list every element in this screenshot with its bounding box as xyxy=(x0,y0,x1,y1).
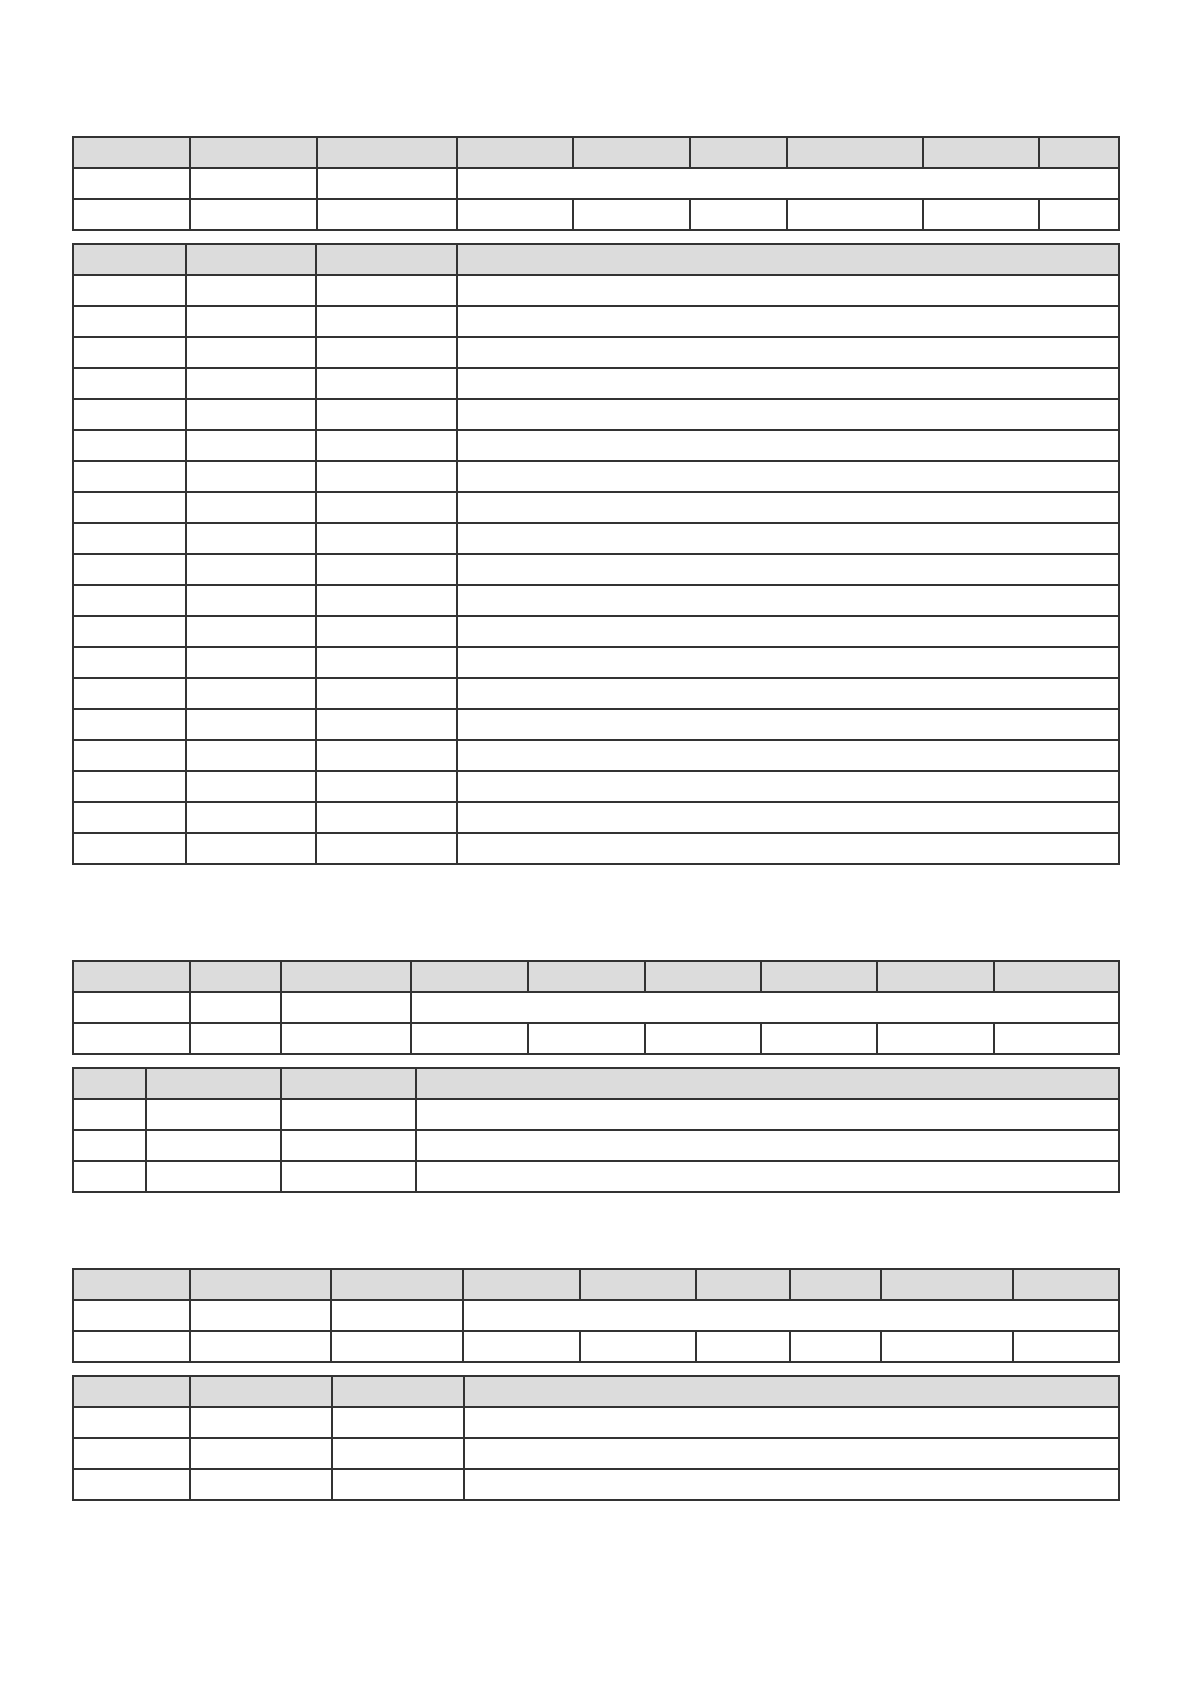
table-cell xyxy=(316,709,457,740)
table-cell xyxy=(73,523,186,554)
table-cell xyxy=(316,368,457,399)
table-cell xyxy=(186,368,316,399)
table-cell xyxy=(73,833,186,864)
table-cell xyxy=(316,771,457,802)
table-cell xyxy=(416,1099,1119,1130)
table-cell xyxy=(317,168,457,199)
table-row xyxy=(73,709,1119,740)
table-cell xyxy=(316,306,457,337)
table-cell xyxy=(73,740,186,771)
table-cell xyxy=(186,678,316,709)
table-cell xyxy=(331,1300,463,1331)
table-cell xyxy=(73,399,186,430)
info-header-row xyxy=(73,137,1119,168)
table-row xyxy=(73,585,1119,616)
info-merged-row xyxy=(73,1300,1119,1331)
table-cell xyxy=(923,199,1039,230)
table-cell xyxy=(457,168,1119,199)
table-cell xyxy=(190,1407,332,1438)
header-cell xyxy=(994,961,1119,992)
table-cell xyxy=(457,554,1119,585)
table-row xyxy=(73,275,1119,306)
table-cell xyxy=(146,1099,281,1130)
table-row xyxy=(73,678,1119,709)
table-cell xyxy=(73,1407,190,1438)
table-cell xyxy=(73,1438,190,1469)
table-cell xyxy=(645,1023,761,1054)
table-cell xyxy=(186,554,316,585)
table-cell xyxy=(457,709,1119,740)
header-cell xyxy=(190,1376,332,1407)
item-header-row xyxy=(73,244,1119,275)
header-cell xyxy=(73,1376,190,1407)
table-cell xyxy=(528,1023,645,1054)
table-cell xyxy=(186,740,316,771)
header-cell xyxy=(457,244,1119,275)
table-cell xyxy=(580,1331,696,1362)
section-1-info-table xyxy=(72,136,1120,231)
header-cell xyxy=(331,1269,463,1300)
table-cell xyxy=(73,337,186,368)
section-2-info-table xyxy=(72,960,1120,1055)
table-cell xyxy=(464,1469,1119,1500)
item-header-row xyxy=(73,1068,1119,1099)
table-cell xyxy=(73,1099,146,1130)
table-row xyxy=(73,616,1119,647)
header-cell xyxy=(316,244,457,275)
table-row xyxy=(73,306,1119,337)
header-cell xyxy=(790,1269,881,1300)
header-cell xyxy=(580,1269,696,1300)
table-row xyxy=(73,523,1119,554)
header-cell xyxy=(190,137,317,168)
table-cell xyxy=(186,430,316,461)
table-cell xyxy=(190,199,317,230)
table-cell xyxy=(411,1023,528,1054)
table-cell xyxy=(316,616,457,647)
section-2-item-table xyxy=(72,1067,1120,1193)
table-cell xyxy=(457,523,1119,554)
header-cell xyxy=(528,961,645,992)
table-cell xyxy=(186,802,316,833)
table-row xyxy=(73,740,1119,771)
table-cell xyxy=(457,399,1119,430)
table-cell xyxy=(463,1331,580,1362)
table-cell xyxy=(146,1161,281,1192)
table-cell xyxy=(332,1469,464,1500)
table-row xyxy=(73,554,1119,585)
header-cell xyxy=(645,961,761,992)
table-cell xyxy=(190,1469,332,1500)
table-cell xyxy=(73,492,186,523)
section-3-info-table xyxy=(72,1268,1120,1363)
table-cell xyxy=(457,771,1119,802)
table-cell xyxy=(317,199,457,230)
table-cell xyxy=(1039,199,1119,230)
table-cell xyxy=(457,461,1119,492)
info-header-row xyxy=(73,1269,1119,1300)
table-row xyxy=(73,368,1119,399)
table-cell xyxy=(186,523,316,554)
table-cell xyxy=(457,430,1119,461)
header-cell xyxy=(317,137,457,168)
table-row xyxy=(73,430,1119,461)
table-cell xyxy=(146,1130,281,1161)
table-cell xyxy=(73,616,186,647)
table-row xyxy=(73,461,1119,492)
table-row xyxy=(73,1161,1119,1192)
table-cell xyxy=(186,306,316,337)
table-cell xyxy=(332,1407,464,1438)
header-cell xyxy=(457,137,573,168)
table-cell xyxy=(316,554,457,585)
table-cell xyxy=(186,399,316,430)
table-cell xyxy=(457,306,1119,337)
table-cell xyxy=(186,585,316,616)
table-cell xyxy=(316,585,457,616)
table-cell xyxy=(281,1023,411,1054)
table-row xyxy=(73,1407,1119,1438)
header-cell xyxy=(186,244,316,275)
header-cell xyxy=(281,1068,416,1099)
table-cell xyxy=(190,1023,281,1054)
table-cell xyxy=(881,1331,1013,1362)
header-cell xyxy=(881,1269,1013,1300)
table-cell xyxy=(332,1438,464,1469)
table-cell xyxy=(457,368,1119,399)
header-cell xyxy=(463,1269,580,1300)
table-cell xyxy=(190,168,317,199)
table-cell xyxy=(186,616,316,647)
header-cell xyxy=(190,1269,331,1300)
table-cell xyxy=(186,833,316,864)
table-cell xyxy=(73,709,186,740)
table-cell xyxy=(316,275,457,306)
header-cell xyxy=(1013,1269,1119,1300)
table-cell xyxy=(411,992,1119,1023)
table-cell xyxy=(316,492,457,523)
header-cell xyxy=(332,1376,464,1407)
table-cell xyxy=(877,1023,994,1054)
table-cell xyxy=(463,1300,1119,1331)
table-cell xyxy=(457,678,1119,709)
table-cell xyxy=(457,802,1119,833)
header-cell xyxy=(787,137,923,168)
table-row xyxy=(73,771,1119,802)
table-row xyxy=(73,802,1119,833)
header-cell xyxy=(761,961,877,992)
table-cell xyxy=(316,647,457,678)
header-cell xyxy=(73,244,186,275)
info-header-row xyxy=(73,961,1119,992)
table-cell xyxy=(73,430,186,461)
table-cell xyxy=(787,199,923,230)
header-cell xyxy=(190,961,281,992)
table-cell xyxy=(281,1130,416,1161)
table-cell xyxy=(316,740,457,771)
table-row xyxy=(73,1130,1119,1161)
header-cell xyxy=(73,961,190,992)
table-cell xyxy=(73,1161,146,1192)
table-cell xyxy=(1013,1331,1119,1362)
header-cell xyxy=(923,137,1039,168)
header-cell xyxy=(281,961,411,992)
table-row xyxy=(73,1099,1119,1130)
table-cell xyxy=(457,199,573,230)
table-cell xyxy=(73,168,190,199)
section-3-item-table xyxy=(72,1375,1120,1501)
table-cell xyxy=(186,709,316,740)
table-row xyxy=(73,833,1119,864)
table-cell xyxy=(73,275,186,306)
table-cell xyxy=(190,992,281,1023)
table-cell xyxy=(73,585,186,616)
table-row xyxy=(73,647,1119,678)
table-cell xyxy=(331,1331,463,1362)
table-cell xyxy=(73,802,186,833)
table-cell xyxy=(457,337,1119,368)
table-cell xyxy=(316,430,457,461)
header-cell xyxy=(411,961,528,992)
table-cell xyxy=(790,1331,881,1362)
table-cell xyxy=(573,199,690,230)
table-cell xyxy=(457,833,1119,864)
table-cell xyxy=(316,523,457,554)
table-cell xyxy=(73,1469,190,1500)
table-cell xyxy=(73,771,186,802)
header-cell xyxy=(877,961,994,992)
table-cell xyxy=(73,647,186,678)
table-cell xyxy=(316,337,457,368)
table-cell xyxy=(457,616,1119,647)
table-cell xyxy=(457,492,1119,523)
table-cell xyxy=(416,1161,1119,1192)
table-cell xyxy=(281,1099,416,1130)
header-cell xyxy=(73,1068,146,1099)
table-row xyxy=(73,399,1119,430)
header-cell xyxy=(73,137,190,168)
header-cell xyxy=(573,137,690,168)
info-detail-row xyxy=(73,1023,1119,1054)
table-cell xyxy=(281,992,411,1023)
table-cell xyxy=(464,1438,1119,1469)
header-cell xyxy=(464,1376,1119,1407)
table-cell xyxy=(186,492,316,523)
table-cell xyxy=(73,199,190,230)
table-row xyxy=(73,337,1119,368)
table-cell xyxy=(316,833,457,864)
info-detail-row xyxy=(73,1331,1119,1362)
table-cell xyxy=(186,771,316,802)
info-merged-row xyxy=(73,168,1119,199)
table-cell xyxy=(73,1023,190,1054)
table-cell xyxy=(690,199,787,230)
table-cell xyxy=(190,1300,331,1331)
table-cell xyxy=(73,1300,190,1331)
table-cell xyxy=(73,554,186,585)
table-row xyxy=(73,492,1119,523)
table-cell xyxy=(73,992,190,1023)
table-cell xyxy=(186,337,316,368)
table-cell xyxy=(994,1023,1119,1054)
table-cell xyxy=(73,368,186,399)
table-cell xyxy=(73,306,186,337)
header-cell xyxy=(696,1269,790,1300)
info-detail-row xyxy=(73,199,1119,230)
header-cell xyxy=(1039,137,1119,168)
table-cell xyxy=(316,802,457,833)
info-merged-row xyxy=(73,992,1119,1023)
table-cell xyxy=(186,647,316,678)
table-cell xyxy=(464,1407,1119,1438)
table-cell xyxy=(696,1331,790,1362)
table-cell xyxy=(73,1130,146,1161)
table-cell xyxy=(73,461,186,492)
table-cell xyxy=(73,1331,190,1362)
item-header-row xyxy=(73,1376,1119,1407)
table-cell xyxy=(190,1331,331,1362)
section-1-item-table xyxy=(72,243,1120,865)
table-cell xyxy=(416,1130,1119,1161)
table-cell xyxy=(457,585,1119,616)
header-cell xyxy=(146,1068,281,1099)
table-cell xyxy=(457,740,1119,771)
table-cell xyxy=(281,1161,416,1192)
table-cell xyxy=(316,678,457,709)
table-cell xyxy=(316,399,457,430)
table-cell xyxy=(316,461,457,492)
table-cell xyxy=(761,1023,877,1054)
table-row xyxy=(73,1438,1119,1469)
table-cell xyxy=(186,461,316,492)
table-cell xyxy=(457,647,1119,678)
header-cell xyxy=(690,137,787,168)
table-cell xyxy=(73,678,186,709)
table-row xyxy=(73,1469,1119,1500)
table-cell xyxy=(190,1438,332,1469)
table-cell xyxy=(457,275,1119,306)
header-cell xyxy=(416,1068,1119,1099)
header-cell xyxy=(73,1269,190,1300)
table-cell xyxy=(186,275,316,306)
